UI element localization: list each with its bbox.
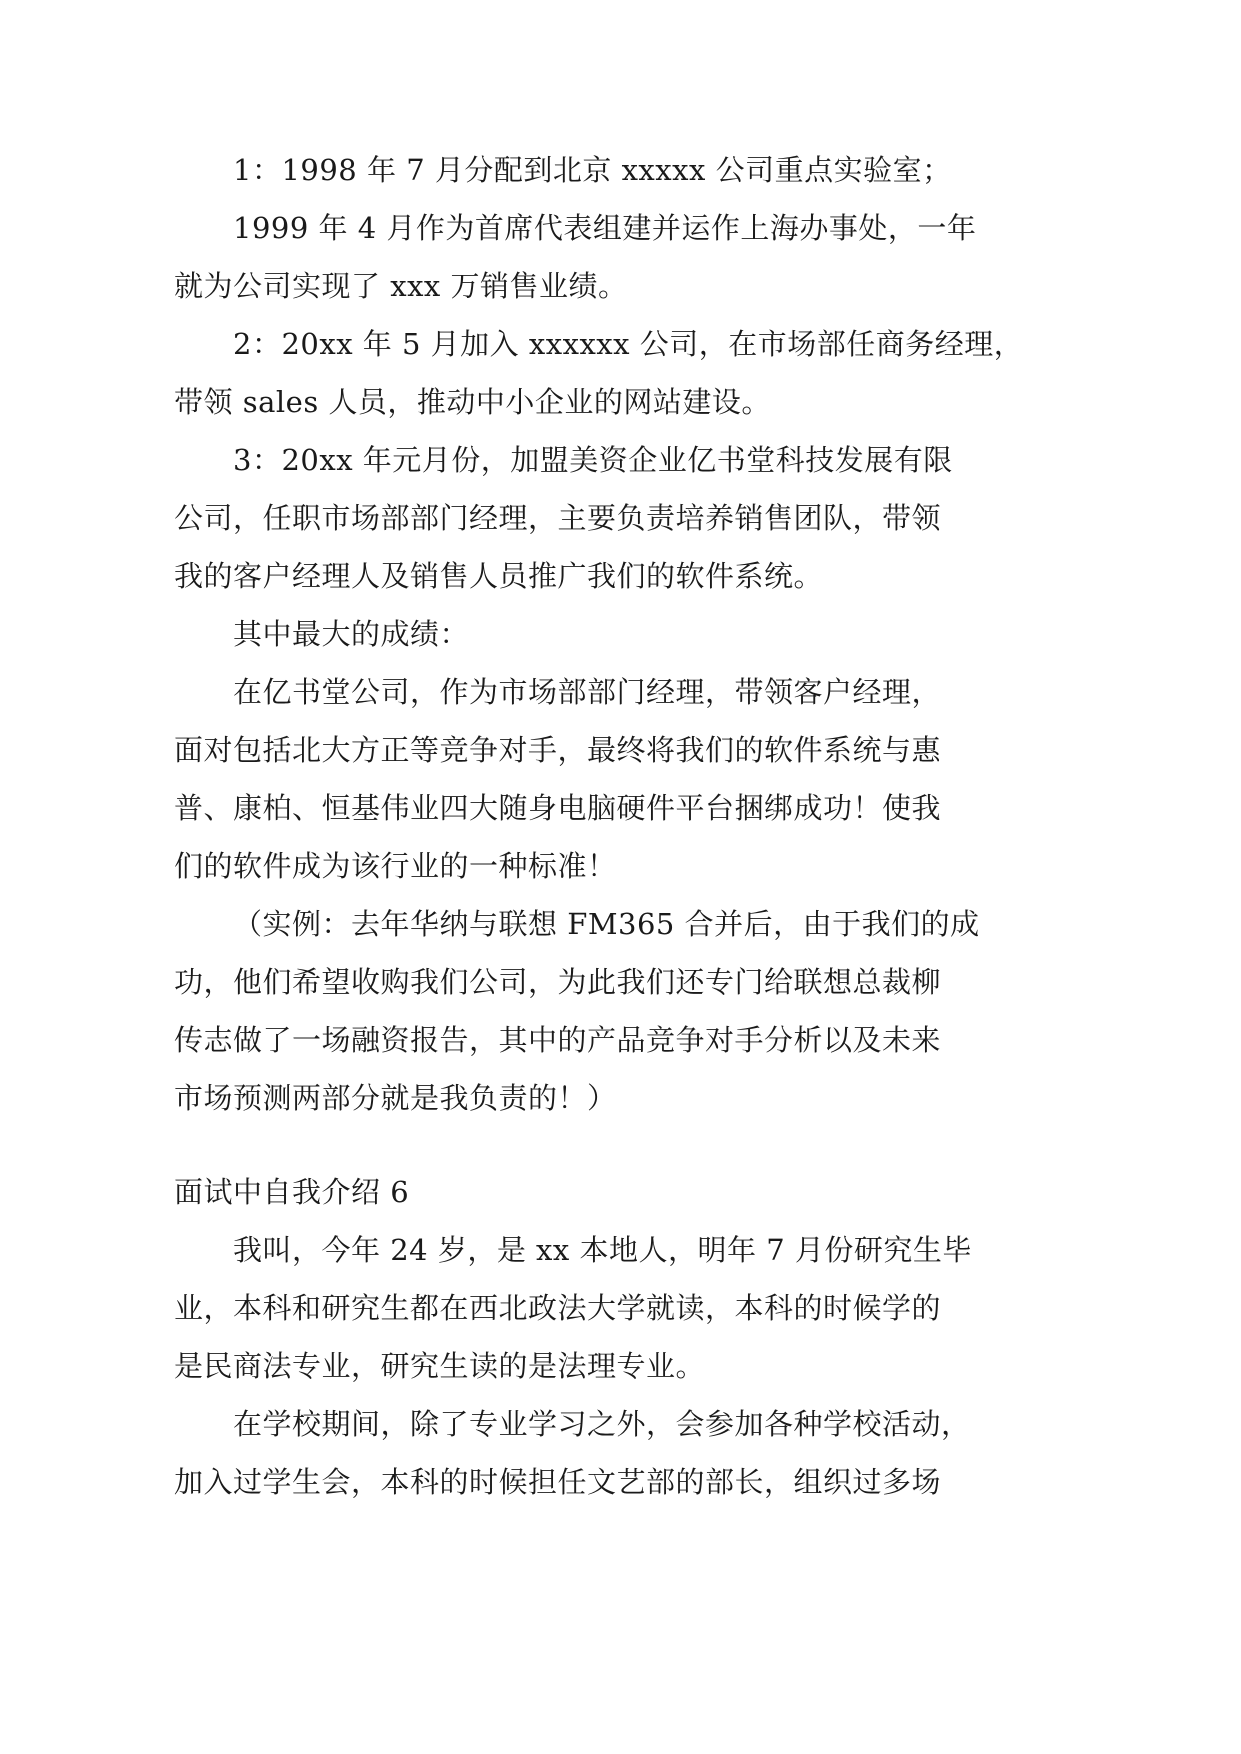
text-line: 公司，任职市场部部门经理，主要负责培养销售团队，带领 <box>174 501 942 535</box>
text-line: 市场预测两部分就是我负责的！） <box>174 1081 617 1115</box>
text-line: 加入过学生会，本科的时候担任文艺部的部长，组织过多场 <box>174 1465 942 1499</box>
text-line: 2：20xx 年 5 月加入 xxxxxx 公司，在市场部任商务经理， <box>233 327 1024 361</box>
text-line: 就为公司实现了 xxx 万销售业绩。 <box>174 269 628 303</box>
text-line: 是民商法专业，研究生读的是法理专业。 <box>174 1349 706 1383</box>
text-line: 传志做了一场融资报告，其中的产品竞争对手分析以及未来 <box>174 1023 942 1057</box>
text-line: 功，他们希望收购我们公司，为此我们还专门给联想总裁柳 <box>174 965 942 999</box>
text-line: 带领 sales 人员，推动中小企业的网站建设。 <box>174 385 771 419</box>
text-line: 在学校期间，除了专业学习之外，会参加各种学校活动， <box>233 1407 971 1441</box>
text-line: 普、康柏、恒基伟业四大随身电脑硬件平台捆绑成功！使我 <box>174 791 942 825</box>
text-line: 在亿书堂公司，作为市场部部门经理，带领客户经理， <box>233 675 942 709</box>
text-line: 1：1998 年 7 月分配到北京 xxxxx 公司重点实验室； <box>233 153 952 187</box>
text-line: 1999 年 4 月作为首席代表组建并运作上海办事处，一年 <box>233 211 977 245</box>
text-line: 我叫，今年 24 岁，是 xx 本地人，明年 7 月份研究生毕 <box>233 1233 972 1267</box>
text-line: 3：20xx 年元月份，加盟美资企业亿书堂科技发展有限 <box>233 443 953 477</box>
text-line: 其中最大的成绩： <box>233 617 470 651</box>
text-line: 业，本科和研究生都在西北政法大学就读，本科的时候学的 <box>174 1291 942 1325</box>
section-heading: 面试中自我介绍 6 <box>174 1175 410 1209</box>
text-line: 我的客户经理人及销售人员推广我们的软件系统。 <box>174 559 824 593</box>
text-line: 面对包括北大方正等竞争对手，最终将我们的软件系统与惠 <box>174 733 942 767</box>
text-line: 们的软件成为该行业的一种标准！ <box>174 849 617 883</box>
text-line: （实例：去年华纳与联想 FM365 合并后，由于我们的成 <box>233 907 980 941</box>
